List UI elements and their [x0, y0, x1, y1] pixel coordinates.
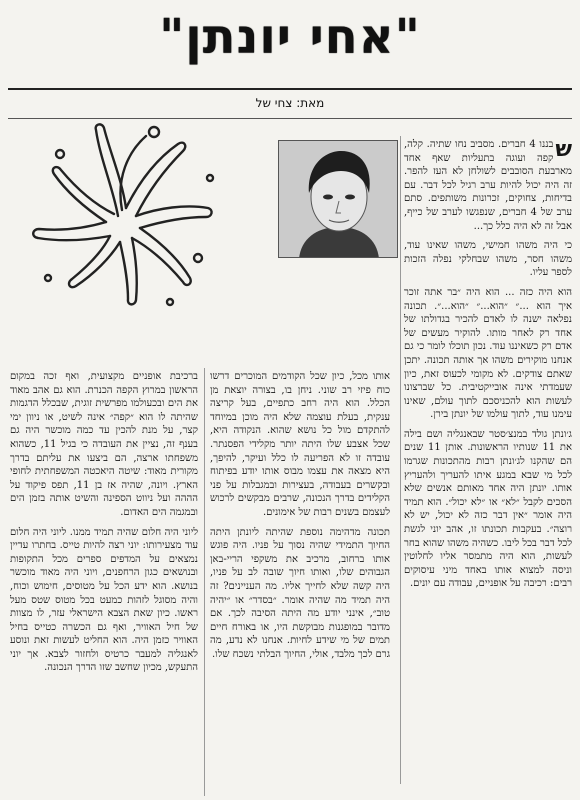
- article-column-middle: [210, 370, 390, 798]
- paragraph: אותו מכל, כיון שכל הקודמים המוכרים דרשו כוח פיזי רב שוני. ניחן בו, בצורה יוצאת מן הכלל. הוא היה רחב כתפיים, בעל קריצה ענקית, בעלת עוצמה שלא היה מוכן במיוחד להתקדם מול כל נושא שהוא. הנקודה היא, שכל אצבע שלו היתה יותר מקלידי הפסנתר. עובדה זו לא הפריעה לו כלל ועיקר, להיפך, היא מצאה את עצמו מבוס אותו יודע בפיתוח ובקשרים בעבודה, בעצירות ובמגבלות על פני הקלידים בדרך הנכונה, שרבים מבקשים לרכוש לעצמם בשנים רבות של אימונים.: [210, 371, 390, 518]
- article-column-right: [404, 138, 572, 778]
- column-divider: [400, 136, 401, 784]
- top-rule: [8, 88, 572, 90]
- splash-illustration: [18, 118, 218, 313]
- paragraph: הוא היה כזה ... הוא היה ״בר אתה זוכר איך הוא ...״ ״הוא...״ ״הוא...״. תכונה נפלאה ישנה לו לאדם להכיר בגדולתו של אחד רק לאחר מותו. להוקיר מעשים של אדם רק כשאיננו עוד. נכון תוכלו לומר כי גם אנחנו מוקירים משהו אך אותה תכונה. יתכן שאתם צודקים. לא מקומי לכעוס זאת, כיון שעמדתי אינה אובייקטיבית. כל שברצונו לעשות הוא להכניסכם לתוך עולם, שאינו עימנו עוד, לתוך עולמו של יונתן בירן.: [404, 286, 572, 421]
- column-divider: [204, 368, 205, 796]
- paragraph: ג׳ונתן גולד במנצ׳סטר שבאנגליה ושם בילה את 11 שנותיו הראשונות. אותן 11 שנים הם שהקנו לג׳ונתן רבות מהתכונות שגרמו לכל מי שבא במגע איתו להעריך ולהעריץ אותו. יונתן היה אחד מאותם אנשים שלא הסכים לקבל ״לא״ או ״לא יכול״. הוא תמיד היה אומר ״אין דבר כזה לא יכול, יש לא רוצה״. בעקבות תכונתו זו, אהב יוני לגשת לכל דבר בכל ליבו. כשהיה משהו שהוא בחר לעשות, הוא היה מתמסר אליו לחלוטין וניסה למצוא אותו באחד מיני עיסוקים רבים: רכיבה על אופניים, עבודה עם יונים.: [404, 428, 572, 590]
- paragraph: תכונה מדהימה נוספת שהיתה ליונתן היתה החיוך התמידי שהיה נסוך על פניו. היה פוגש אותו ברחוב, מרכיב את משקפי הריי-באן הגבוהים שלו, ואותו חיוך שובה לב על פניו, היה קשה שלא לחייך אליו. מה העניינים? זה היה תמיד מה שהיה אומר. ״בסדר״ או ״יהיה טוב״, אינני יודע מה היתה הסיבה לכך. אם מדובר במופגנות מבוקשת היו, או באורח חיים תמים של מי שידע לחיות. אנחנו לא נדע, מה גרם לכך מלבד, אולי, החיוך הבלתי נשכח שלו.: [210, 526, 390, 660]
- headline: "אחי יונתן": [159, 9, 421, 65]
- paragraph: כי היה משהו חמישי, משהו שאינו עוד, משהו חסר, משהו שבחלקי נפלה הזכות לספר עליו.: [404, 240, 572, 279]
- paragraph: ליוני היה חלום שהיה תמיד ממנו. ליוני היה חלום עוד מצעירותו: יוני רצה להיות טייס. בחתרו עדיין נמצאים על המדפים ספרים מכל התקופות ובנושאים כגון הרחפנים, ויוני היה מאוד מוכשר בנושא. הוא ידע הכל על מטוסים, חימוש וכוח, והיה מסוגל לזהות כמעט בכל מטוס שטס מעל ראשו. כיון שאת הצבא הישראלי עזר, לו מצוות של חיל האוויר, ואף גם הכשרה כטייס בחיל האוויר כזמן היה. הוא החליט לעשות זאת ונוסע לאנגליה למעבר כרטיס ולחזור לצבא. אך יוני התעקש, מכיון שחשב שזו הדרך הנכונה.: [10, 526, 198, 674]
- paragraph: ברכיבת אופניים מקצועית, ואף זכה במקום הראשון במרוץ הקפה הכנרת. הוא גם אהב מאוד את הים ובכעולמו מפרשית זוגית, שבכלל הדגמות שהיתה לו הוא ״קפה״ אינה לשיט, או ניוון ימי קצר, על מנת להכין עד כמה מוכשר היה גם בענף זה, נציין את העובדה כי בגיל 11, כשהוא משפחתו ארצה, הם ביצעו את עליתם בדרך מקורית מאוד: שיטה היאכטה המשפחתית לחופי הארץ. ויונה, שהיה אז בן 11, תפס פיקוד על הההה ועל ניווט הספינה והשיט אותה בזמן הים ובמגמה הים האדום.: [10, 371, 198, 518]
- paragraph: ש בננו 4 חברים. מסביב נחו שתיה. קלה, קפה ועוגה בתעליות שאף אחד מארבעת הסובבים לשולחן לא העז להפר. זה היה יכול להיות ערב רגיל לכל דבר. עם בדיחות, צחוקים, זכרונות משותפים. סתם ערב של 4 חברים, שנפגשו לערב של כייף, אבל זה לא היה כלל כך...: [404, 138, 572, 232]
- portrait-photo: [278, 140, 398, 258]
- dropcap: ש: [555, 138, 572, 162]
- byline: מאת: צחי של: [255, 96, 325, 110]
- article-column-left: [10, 370, 198, 798]
